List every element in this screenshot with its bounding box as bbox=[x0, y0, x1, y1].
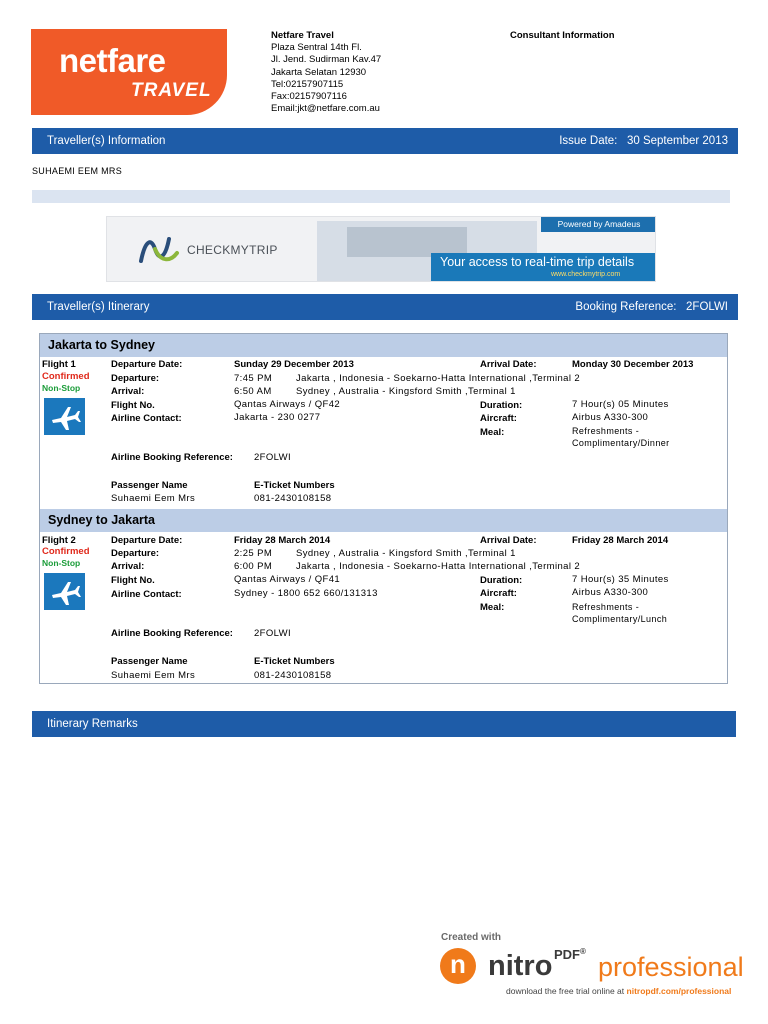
passenger-name-label: Passenger Name bbox=[111, 656, 188, 667]
meal-label: Meal: bbox=[480, 427, 505, 438]
duration-label: Duration: bbox=[480, 400, 523, 411]
agency-phone: Tel:02157907115 bbox=[271, 78, 344, 90]
flight-no-label: Flight No. bbox=[111, 575, 155, 586]
booking-ref-label: Booking Reference: bbox=[575, 301, 677, 313]
departure-place: Jakarta , Indonesia - Soekarno-Hatta International ,Terminal 2 bbox=[296, 373, 581, 384]
airline-contact-value: Sydney - 1800 652 660/131313 bbox=[234, 588, 378, 599]
eticket-value: 081-2430108158 bbox=[254, 670, 332, 681]
eticket-value: 081-2430108158 bbox=[254, 493, 332, 504]
consultant-info-label: Consultant Information bbox=[510, 30, 615, 41]
flight-no-label: Flight No. bbox=[111, 400, 155, 411]
booking-reference bbox=[575, 294, 728, 320]
departure-date-label: Departure Date: bbox=[111, 535, 183, 546]
departure-time: 2:25 PM bbox=[234, 548, 273, 559]
banner-tagline: Your access to real-time trip details bbox=[440, 255, 635, 269]
itinerary-bar bbox=[32, 294, 738, 320]
created-with-label: Created with bbox=[441, 932, 502, 943]
booking-ref-value: 2FOLWI bbox=[686, 301, 728, 313]
checkmytrip-logo-icon bbox=[137, 231, 181, 269]
meal-value: Complimentary/Lunch bbox=[572, 614, 668, 624]
aircraft-label: Aircraft: bbox=[480, 588, 517, 599]
airline-contact-label: Airline Contact: bbox=[111, 413, 182, 424]
eticket-label: E-Ticket Numbers bbox=[254, 480, 335, 491]
issue-date-value: 30 September 2013 bbox=[626, 135, 728, 147]
aircraft-value: Airbus A330-300 bbox=[572, 412, 649, 423]
arrival-label: Arrival: bbox=[111, 561, 145, 572]
itinerary-remarks-bar bbox=[32, 711, 736, 737]
arrival-date-label: Arrival Date: bbox=[480, 535, 537, 546]
flight-number-label: Flight 1 bbox=[42, 359, 76, 370]
departure-time: 7:45 PM bbox=[234, 373, 273, 384]
powered-by-label: Powered by Amadeus bbox=[541, 217, 656, 232]
meal-value: Refreshments - bbox=[572, 602, 640, 612]
nitro-brand: nitro bbox=[488, 950, 553, 982]
route-header bbox=[40, 509, 727, 532]
status-confirmed: Confirmed bbox=[42, 546, 90, 557]
travellers-info-title: Traveller(s) Information bbox=[47, 135, 166, 147]
nitro-logo-icon: n bbox=[440, 948, 476, 984]
passenger-name-value: Suhaemi Eem Mrs bbox=[111, 670, 196, 681]
aircraft-value: Airbus A330-300 bbox=[572, 587, 649, 598]
checkmytrip-logo-text: CHECKMYTRIP bbox=[187, 243, 278, 257]
departure-date-value: Friday 28 March 2014 bbox=[234, 535, 331, 546]
status-confirmed: Confirmed bbox=[42, 371, 90, 382]
arrival-time: 6:50 AM bbox=[234, 386, 272, 397]
nitro-pdf-watermark bbox=[438, 930, 763, 1005]
passenger-name: SUHAEMI EEM MRS bbox=[32, 166, 123, 176]
itinerary-title: Traveller(s) Itinerary bbox=[47, 301, 150, 313]
issue-date bbox=[559, 128, 728, 154]
download-trial-label: download the free trial online at bbox=[506, 986, 625, 996]
arrival-label: Arrival: bbox=[111, 386, 145, 397]
route-title: Sydney to Jakarta bbox=[48, 513, 155, 527]
arrival-time: 6:00 PM bbox=[234, 561, 273, 572]
registered-mark: ® bbox=[580, 947, 586, 956]
agency-email: Email:jkt@netfare.com.au bbox=[271, 103, 380, 115]
departure-date-value: Sunday 29 December 2013 bbox=[234, 359, 354, 370]
logo-brand: netfare bbox=[59, 42, 166, 79]
route-header bbox=[40, 334, 727, 357]
flight-no-value: Qantas Airways / QF41 bbox=[234, 574, 341, 585]
arrival-date-value: Friday 28 March 2014 bbox=[572, 535, 669, 546]
aircraft-label: Aircraft: bbox=[480, 413, 517, 424]
agency-address bbox=[271, 30, 381, 115]
departure-place: Sydney , Australia - Kingsford Smith ,Terminal 1 bbox=[296, 548, 516, 559]
checkmytrip-banner[interactable] bbox=[106, 216, 656, 282]
airline-booking-ref-value: 2FOLWI bbox=[254, 452, 292, 463]
airplane-icon bbox=[44, 573, 85, 610]
flight-no-value: Qantas Airways / QF42 bbox=[234, 399, 341, 410]
duration-value: 7 Hour(s) 35 Minutes bbox=[572, 574, 669, 585]
arrival-place: Sydney , Australia - Kingsford Smith ,Terminal 1 bbox=[296, 386, 516, 397]
meal-value: Complimentary/Dinner bbox=[572, 438, 670, 448]
departure-label: Departure: bbox=[111, 548, 160, 559]
agency-line: Plaza Sentral 14th Fl. bbox=[271, 42, 362, 54]
nitro-pdf bbox=[554, 947, 586, 962]
departure-date-label: Departure Date: bbox=[111, 359, 183, 370]
banner-url[interactable]: www.checkmytrip.com bbox=[551, 271, 621, 278]
agency-name: Netfare Travel bbox=[271, 30, 334, 41]
arrival-place: Jakarta , Indonesia - Soekarno-Hatta International ,Terminal 2 bbox=[296, 561, 581, 572]
passenger-name-label: Passenger Name bbox=[111, 480, 188, 491]
agency-line: Jl. Jend. Sudirman Kav.47 bbox=[271, 54, 382, 66]
arrival-date-label: Arrival Date: bbox=[480, 359, 537, 370]
download-trial-text bbox=[506, 986, 731, 996]
departure-label: Departure: bbox=[111, 373, 160, 384]
nitro-professional: professional bbox=[598, 952, 744, 982]
nitro-pdf-text: PDF bbox=[554, 947, 580, 962]
airline-booking-ref-label: Airline Booking Reference: bbox=[111, 628, 233, 639]
route-title: Jakarta to Sydney bbox=[48, 338, 155, 352]
travellers-info-bar bbox=[32, 128, 738, 154]
airline-booking-ref-label: Airline Booking Reference: bbox=[111, 452, 233, 463]
logo-sub: TRAVEL bbox=[131, 80, 212, 101]
banner-tagline-box bbox=[431, 253, 656, 282]
flight-number-label: Flight 2 bbox=[42, 535, 76, 546]
duration-value: 7 Hour(s) 05 Minutes bbox=[572, 399, 669, 410]
airline-contact-value: Jakarta - 230 0277 bbox=[234, 412, 321, 423]
netfare-logo bbox=[31, 29, 227, 115]
meal-value: Refreshments - bbox=[572, 426, 640, 436]
non-stop-label: Non-Stop bbox=[42, 383, 81, 393]
airline-booking-ref-value: 2FOLWI bbox=[254, 628, 292, 639]
arrival-date-value: Monday 30 December 2013 bbox=[572, 359, 694, 370]
meal-label: Meal: bbox=[480, 602, 505, 613]
agency-fax: Fax:02157907116 bbox=[271, 91, 347, 103]
issue-date-label: Issue Date: bbox=[559, 135, 618, 147]
passenger-name-value: Suhaemi Eem Mrs bbox=[111, 493, 196, 504]
duration-label: Duration: bbox=[480, 575, 523, 586]
download-trial-link[interactable]: nitropdf.com/professional bbox=[626, 986, 732, 996]
non-stop-label: Non-Stop bbox=[42, 558, 81, 568]
divider-bar bbox=[32, 190, 730, 203]
airline-contact-label: Airline Contact: bbox=[111, 589, 182, 600]
itinerary-remarks-title: Itinerary Remarks bbox=[47, 718, 138, 730]
airplane-icon bbox=[44, 398, 85, 435]
agency-line: Jakarta Selatan 12930 bbox=[271, 66, 367, 78]
eticket-label: E-Ticket Numbers bbox=[254, 656, 335, 667]
